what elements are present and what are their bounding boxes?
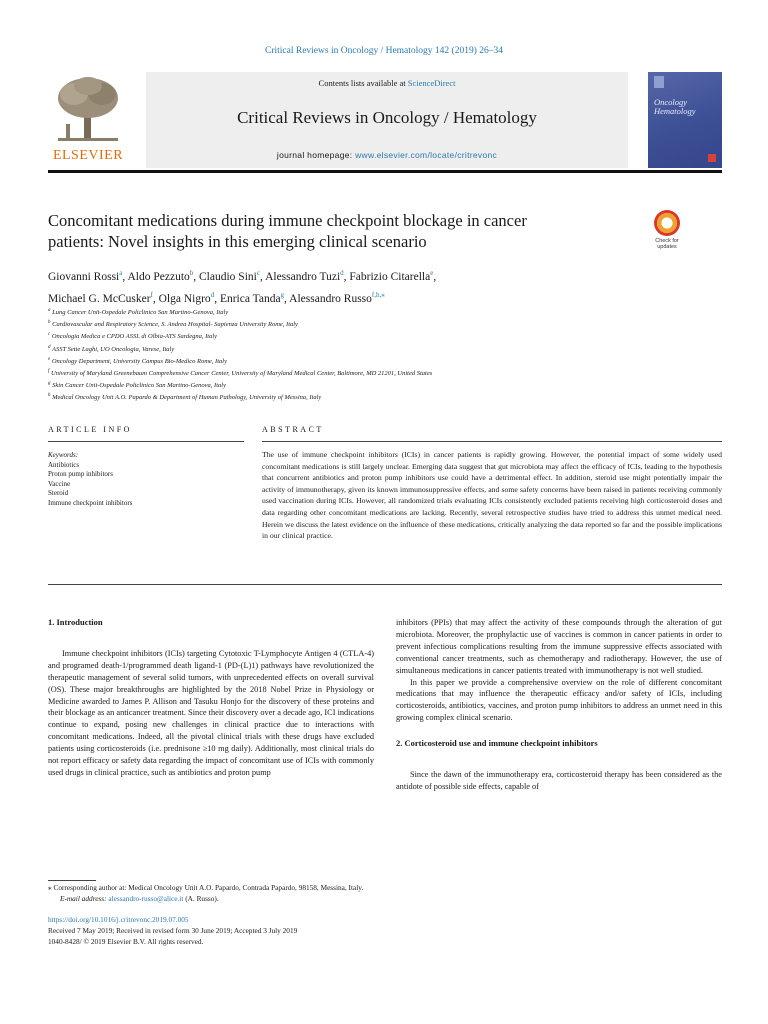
paragraph: In this paper we provide a comprehensive overview on the role of different concomitant medications that may influence the therapeutic efficacy and/or safety of ICIs, including corticosteroids, antibiotics, vaccines, and proton pump inhibitors to address an unmet need in this growing complex clinical scenario. xyxy=(396,677,722,723)
body-column-left xyxy=(48,617,374,779)
author[interactable]: Alessandro Russo$^{f,h,⁎}$ xyxy=(289,291,385,305)
author[interactable]: Giovanni Rossi$^a$ xyxy=(48,269,123,283)
cover-logo-icon xyxy=(654,76,664,88)
section-2-heading: 2. Corticosteroid use and immune checkpoint inhibitors xyxy=(396,738,598,749)
affiliation-item: $^g$ Skin Cancer Unit-Ospedale Policlinico San Martino-Genova, Italy xyxy=(48,381,226,390)
copyright: 1040-8428/ © 2019 Elsevier B.V. All rights reserved. xyxy=(48,936,204,946)
affiliation-item: $^d$ ASST Sette Laghi, UO Oncologia, Varese, Italy xyxy=(48,344,175,353)
cover-badge-icon xyxy=(708,154,716,162)
masthead-divider xyxy=(48,170,722,173)
body-column-right xyxy=(396,617,722,793)
keywords-block xyxy=(48,451,244,509)
abstract-divider xyxy=(262,441,722,442)
sciencedirect-link[interactable]: ScienceDirect xyxy=(407,78,456,88)
elsevier-tree-icon xyxy=(54,74,122,146)
body-divider xyxy=(48,584,722,585)
check-updates-label: Check for updates xyxy=(655,238,679,250)
doi-link[interactable]: https://doi.org/10.1016/j.critrevonc.2019.07.005 xyxy=(48,915,189,924)
article-info-divider xyxy=(48,441,244,442)
affiliation-item: $^f$ University of Maryland Greenebaum Comprehensive Cancer Center, University of Maryland Medical Center, Baltimore, MD 21201, United States xyxy=(48,369,433,378)
section-1-heading: 1. Introduction xyxy=(48,617,103,627)
elsevier-logo xyxy=(48,72,128,168)
received-dates: Received 7 May 2019; Received in revised form 30 June 2019; Accepted 3 July 2019 xyxy=(48,925,298,935)
elsevier-wordmark: ELSEVIER xyxy=(52,148,124,163)
author[interactable]: Olga Nigro$^d$ xyxy=(158,291,215,305)
abstract-heading: ABSTRACT xyxy=(262,425,324,434)
author[interactable]: Fabrizio Citarella$^e$ xyxy=(349,269,434,283)
footnote-divider xyxy=(48,880,96,881)
keyword: Vaccine xyxy=(48,479,71,488)
email-link[interactable]: alessandro-russo@alice.it xyxy=(108,893,184,903)
keyword: Steroid xyxy=(48,489,69,498)
paragraph: Since the dawn of the immunotherapy era, corticosteroid therapy has been considered as the antidote of possible side effects, capable of xyxy=(396,770,722,791)
paragraph: Immune checkpoint inhibitors (ICIs) targeting Cytotoxic T-Lymphocyte Antigen 4 (CTLA-4) and programed death-1/programmed death ligand-1 (PD-(L)1) pathways have revolutionized the therapeutic management of several solid tumors, with unprecedented effects on overall survival (OS). These major breakthroughs are highlighted by the 2018 Nobel Prize in Physiology or Medicine awarded to James P. Allison and Tasuku Honjo for the discovery of these proteins and their blockage as an anticancer treatment. Since their discovery over a decade ago, ICI indications continue to expand, posing new challenges in clinical practice due to interactions with concomitant medications. Indeed, all the pivotal clinical trials with these drugs have excluded patients using corticosteroids (i.e. prednisone ≥10 mg daily). Additionally, most clinical trials do not report efficacy or safety data regarding the impact of concomitant use of ICIs with commonly used drugs in clinical practice, such as antibiotics and proton pump xyxy=(48,648,374,777)
check-for-updates-button[interactable] xyxy=(647,210,687,256)
contents-line: Contents lists available at ScienceDirect xyxy=(318,78,456,88)
author[interactable]: Michael G. McCusker$^f$ xyxy=(48,291,153,305)
masthead-banner xyxy=(146,72,628,168)
affiliations xyxy=(48,306,668,404)
article-title: Concomitant medications during immune checkpoint blockage in cancer patients: Novel insights in this emerging clinical scenario xyxy=(48,211,527,251)
paragraph: inhibitors (PPIs) that may affect the activity of these compounds through the alteration of gut microbiota. Moreover, the prophylactic use of vaccines is common in cancer patients in order to prevent infectious complications resulting from the immune suppressive effects associated with conventional cancer treatments, such as chemotherapy and radiotherapy. However, the use of simultaneous medications in cancer patients treated with immunotherapy is not well studied. xyxy=(396,618,722,675)
publication-info xyxy=(48,915,548,947)
affiliation-item: $^e$ Oncology Department, University Campus Bio-Medico Rome, Italy xyxy=(48,356,227,365)
cover-title: Oncology Hematology xyxy=(654,97,696,116)
keyword: Immune checkpoint inhibitors xyxy=(48,498,133,507)
affiliation-item: $^b$ Cardiovascular and Respiratory Science, S. Andrea Hospital- Sapienza University Rome, Italy xyxy=(48,320,298,329)
journal-cover-image xyxy=(648,72,722,168)
author[interactable]: Alessandro Tuzi$^d$ xyxy=(265,269,344,283)
affiliation-item: $^h$ Medical Oncology Unit A.O. Papardo & Department of Human Pathology, University of Messina, Italy xyxy=(48,393,322,402)
affiliation-item: $^a$ Lung Cancer Unit-Ospedale Policlinico San Martino-Genova, Italy xyxy=(48,308,229,316)
author[interactable]: Claudio Sini$^c$ xyxy=(199,269,260,283)
author[interactable]: Enrica Tanda$^g$ xyxy=(219,291,285,305)
author-list: Giovanni Rossi$^a$, Aldo Pezzuto$^b$, Claudio Sini$^c$, Alessandro Tuzi$^d$, Fabrizio Citarella$^e$, Michael G. McCusker$^f$, Olga Nigro$^d$, Enrica Tanda$^g$, Alessandro Russo$^{f,h,⁎}$ xyxy=(48,269,437,305)
journal-title: Critical Reviews in Oncology / Hematology xyxy=(237,108,537,127)
corresponding-author-footnote: ⁎ Corresponding author at: Medical Oncology Unit A.O. Papardo, Contrada Papardo, 98158, Messina, Italy. E-mail address: alessandro-russo@alice.it (A. Russo). xyxy=(48,883,364,903)
article-info-heading: ARTICLE INFO xyxy=(48,425,132,434)
keywords-heading: Keywords: xyxy=(48,451,79,459)
abstract-text: The use of immune checkpoint inhibitors (ICIs) in cancer patients is rapidly growing. However, the potential impact of some widely used concomitant medications is still largely unclear. Emerging data suggest that gut microbiota may affect the efficacy of ICIs, leading to the hypothesis that concurrent antibiotics and proton pump inhibitors use could have a detrimental effect. In addition, steroid use might potentially impair the activity of immunotherapy, given its known immunosuppressive effects, and some safety concerns have been raised in patients receiving commonly used vaccination during ICIs. However, all randomized trials evaluating ICIs consistently excluded patients receiving high corticosteroid doses and data regarding other concomitant medications are lacking. Recently, several retrospective studies have tried to address this unmet medical need. Herein we discuss the latest evidence on the influence of these medications, critically analyzing the data reported so far and the possible implications in our clinical practice. xyxy=(262,450,722,541)
masthead xyxy=(48,72,628,168)
keyword: Antibiotics xyxy=(48,460,80,469)
homepage-line: journal homepage: www.elsevier.com/locate/critrevonc xyxy=(276,150,498,160)
author[interactable]: Aldo Pezzuto$^b$ xyxy=(127,269,194,283)
journal-reference-link[interactable]: Critical Reviews in Oncology / Hematology 142 (2019) 26–34 xyxy=(265,46,503,56)
check-updates-icon xyxy=(654,210,680,236)
affiliation-item: $^c$ Oncologia Medica e CPDO ASSL di Olbia-ATS Sardegna, Italy xyxy=(48,332,218,341)
homepage-link[interactable]: www.elsevier.com/locate/critrevonc xyxy=(355,150,498,160)
keyword: Proton pump inhibitors xyxy=(48,470,113,479)
